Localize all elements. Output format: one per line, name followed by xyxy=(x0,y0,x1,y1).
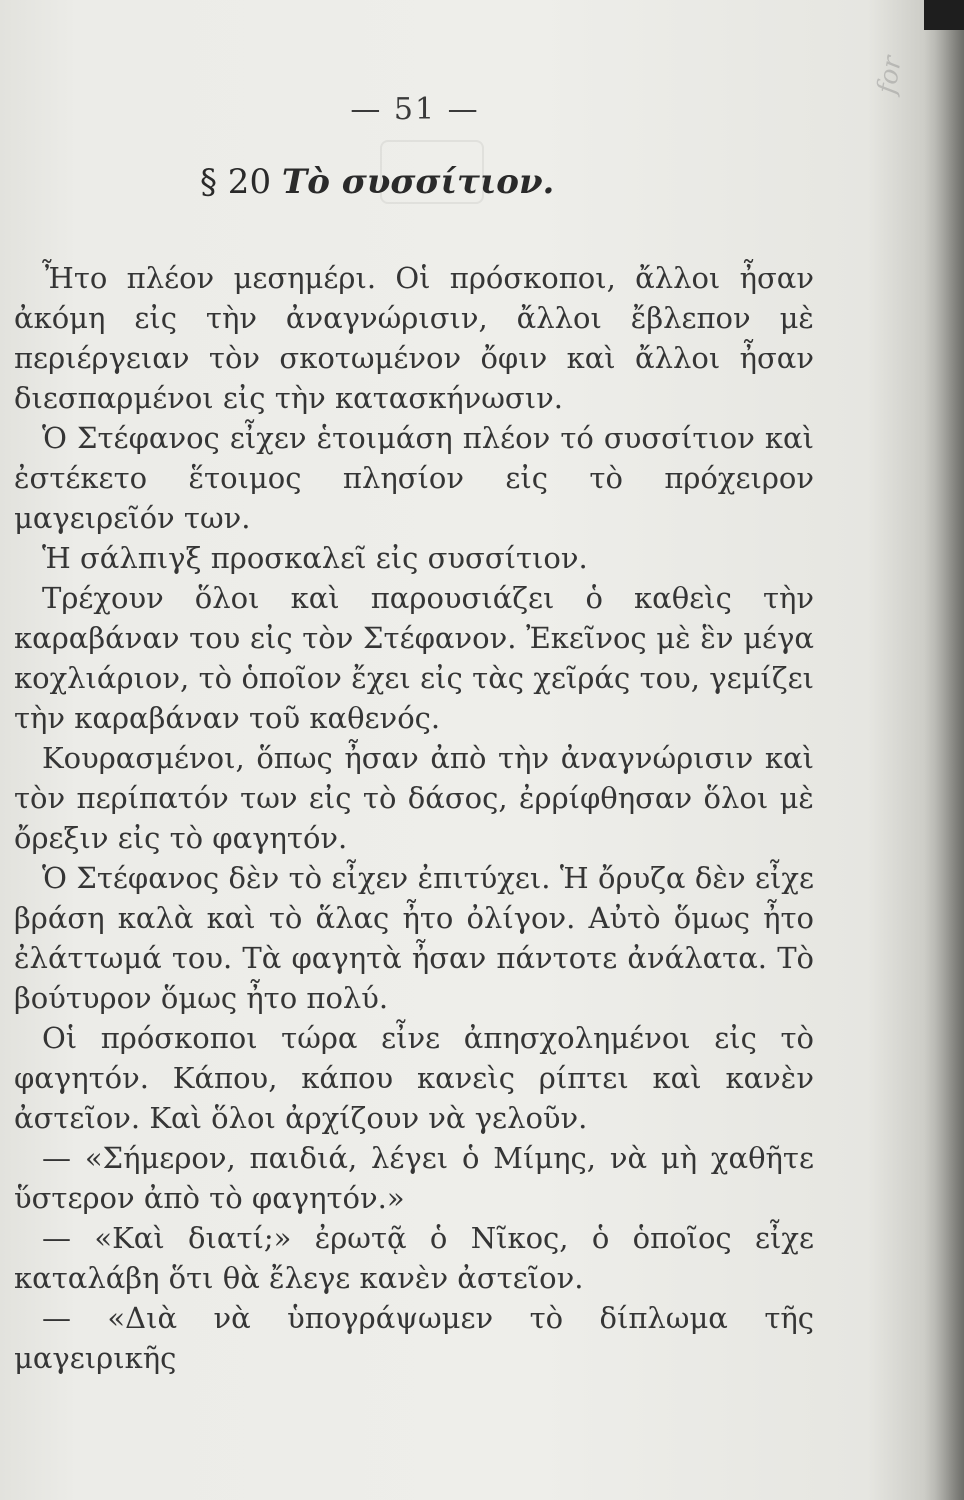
paragraph: Οἱ πρόσκοποι τώρα εἶνε ἀπησχολημένοι εἰς τὸ φαγητόν. Κάπου, κάπου κανεὶς ρίπτει καὶ κανὲν ἀστεῖον. Καὶ ὅλοι ἀρχίζουν νὰ γελοῦν. xyxy=(14,1021,814,1135)
paragraph: — «Σήμερον, παιδιά, λέγει ὁ Μίμης, νὰ μὴ χαθῆτε ὕστερον ἀπὸ τὸ φαγητόν.» xyxy=(14,1141,814,1215)
paragraph: Ἦτο πλέον μεσημέρι. Οἱ πρόσκοποι, ἄλλοι ἦσαν ἀκόμη εἰς τὴν ἀναγνώρισιν, ἄλλοι ἔβλεπον μὲ περιέργειαν τὸν σκοτωμένον ὄφιν καὶ ἄλλοι ἦσαν διεσπαρμένοι εἰς τὴν κατασκήνωσιν. xyxy=(14,261,814,415)
margin-note: for xyxy=(872,53,909,97)
body-text xyxy=(14,258,814,1378)
paragraph: Ἡ σάλπιγξ προσκαλεῖ εἰς συσσίτιον. xyxy=(42,541,588,575)
section-heading xyxy=(200,162,554,202)
section-number: § 20 xyxy=(200,162,272,202)
paragraph: Ὁ Στέφανος δὲν τὸ εἶχεν ἐπιτύχει. Ἡ ὄρυζα δὲν εἶχε βράση καλὰ καὶ τὸ ἅλας ἦτο ὀλίγον. Αὐτὸ ὅμως ἦτο ἐλάττωμά του. Τὰ φαγητὰ ἦσαν πάντοτε ἀνάλατα. Τὸ βούτυρον ὅμως ἦτο πολύ. xyxy=(14,861,814,1015)
paragraph: — «Διὰ νὰ ὑπογράψωμεν τὸ δίπλωμα τῆς μαγειρικῆς xyxy=(14,1301,814,1375)
paragraph: Τρέχουν ὅλοι καὶ παρουσιάζει ὁ καθεὶς τὴν καραβάναν του εἰς τὸν Στέφανον. Ἐκεῖνος μὲ ἓν μέγα κοχλιάριον, τὸ ὁποῖον ἔχει εἰς τὰς χεῖράς του, γεμίζει τὴν καραβάναν τοῦ καθενός. xyxy=(14,581,814,735)
paragraph: Ὁ Στέφανος εἶχεν ἑτοιμάση πλέον τό συσσίτιον καὶ ἐστέκετο ἕτοιμος πλησίον εἰς τὸ πρόχειρον μαγειρεῖόν των. xyxy=(14,421,814,535)
page-spine-shadow xyxy=(924,0,964,1500)
paragraph: Κουρασμένοι, ὅπως ἦσαν ἀπὸ τὴν ἀναγνώρισιν καὶ τὸν περίπατόν των εἰς τὸ δάσος, ἐρρίφθησαν ὅλοι μὲ ὄρεξιν εἰς τὸ φαγητόν. xyxy=(14,741,814,855)
section-title: Τὸ συσσίτιον. xyxy=(281,162,555,202)
paragraph: — «Καὶ διατί;» ἐρωτᾷ ὁ Νῖκος, ὁ ὁποῖος εἶχε καταλάβη ὅτι θὰ ἔλεγε κανὲν ἀστεῖον. xyxy=(14,1221,814,1295)
page-corner xyxy=(924,0,964,30)
page-number: — 51 — xyxy=(350,92,480,127)
